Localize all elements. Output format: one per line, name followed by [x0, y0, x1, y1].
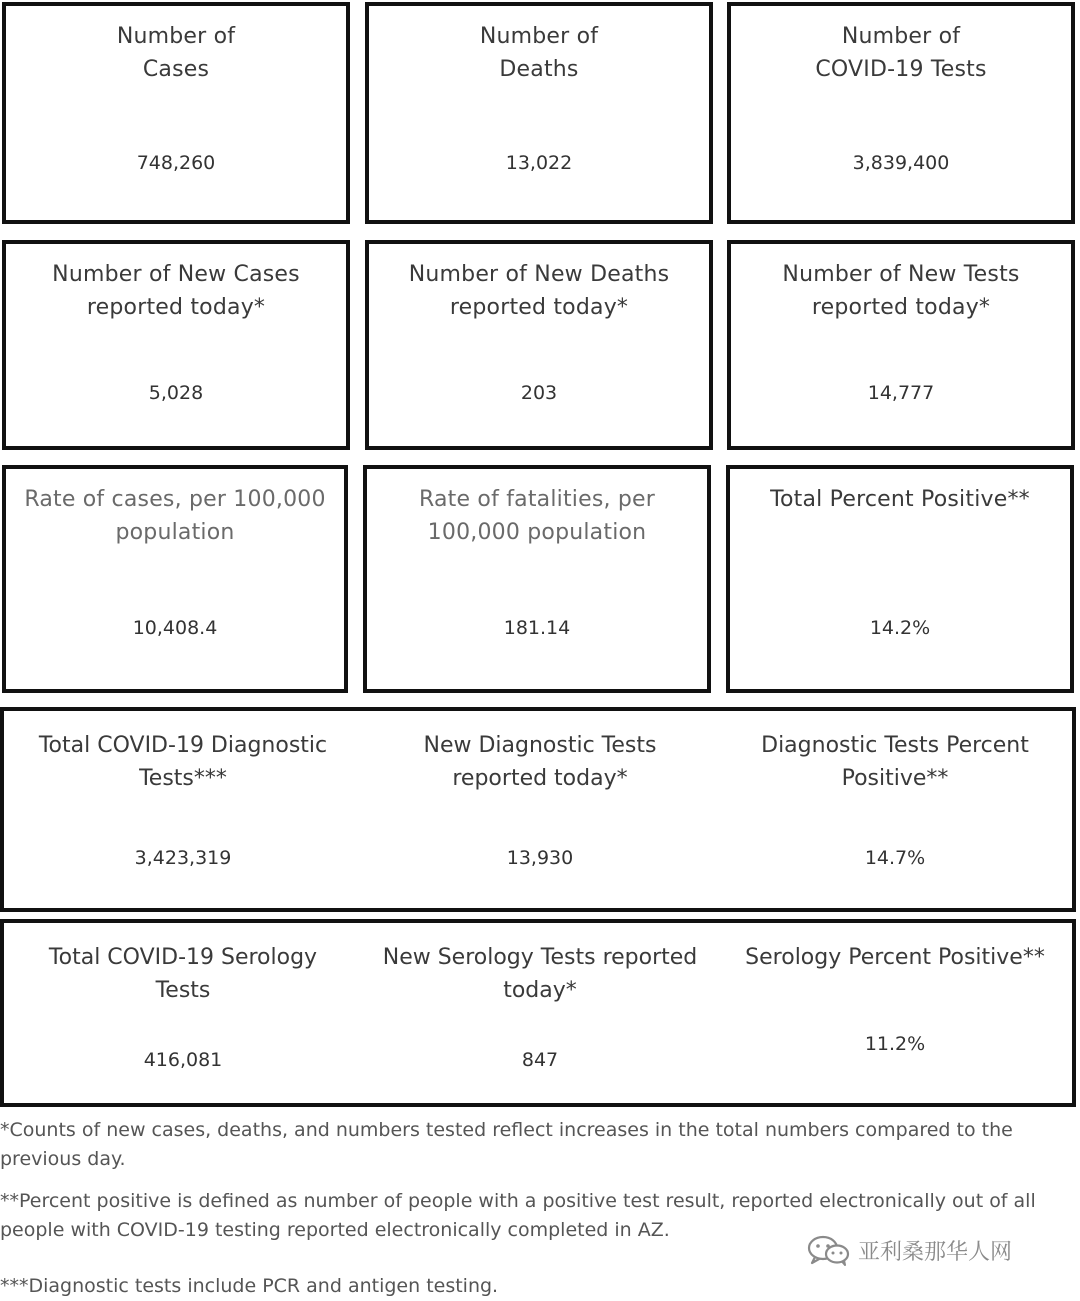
diagnostic-percent-column: [718, 711, 1072, 908]
footnote-percent-positive: **Percent positive is defined as number of people with a positive test result, reported electronically out of all people with COVID-19 testing reported electronically completed in AZ.: [0, 1190, 1036, 1241]
serology-percent-label: Serology Percent Positive**: [745, 945, 1045, 970]
card-rate-of-fatalities: [363, 465, 711, 693]
card-label: Number of New Cases reported today*: [52, 262, 300, 320]
card-label: Number of COVID-19 Tests: [815, 24, 987, 82]
serology-new-label: New Serology Tests reported today*: [382, 945, 698, 1003]
card-label: Rate of cases, per 100,000 population: [24, 487, 326, 545]
card-label: Total Percent Positive**: [770, 487, 1030, 512]
serology-percent-value: 11.2%: [864, 1033, 926, 1055]
card-number-of-tests: [727, 2, 1075, 224]
watermark: [806, 1232, 1012, 1268]
card-label: Rate of fatalities, per 100,000 population: [418, 487, 656, 545]
card-value: 13,022: [505, 152, 573, 174]
wechat-icon: [806, 1234, 852, 1266]
diagnostic-tests-panel: [0, 707, 1076, 912]
card-number-of-deaths: [365, 2, 713, 224]
diagnostic-percent-label: Diagnostic Tests Percent Positive**: [761, 733, 1029, 791]
footnote-diagnostic-tests: ***Diagnostic tests include PCR and antigen testing.: [0, 1275, 499, 1297]
card-number-of-cases: [2, 2, 350, 224]
card-label: Number of Cases: [116, 24, 236, 82]
card-value: 5,028: [148, 382, 204, 404]
serology-percent-column: [718, 923, 1072, 1103]
diagnostic-total-column: [4, 711, 362, 908]
footnote-new-counts: *Counts of new cases, deaths, and numbers tested reflect increases in the total numbers compared to the previous day.: [0, 1119, 1013, 1170]
serology-new-value: 847: [521, 1049, 559, 1071]
card-rate-of-cases: [2, 465, 348, 693]
serology-total-label: Total COVID-19 Serology Tests: [48, 945, 318, 1003]
serology-total-column: [4, 923, 362, 1103]
serology-new-column: [362, 923, 718, 1103]
serology-tests-panel: [0, 919, 1076, 1107]
serology-total-value: 416,081: [143, 1049, 223, 1071]
watermark-text: 亚利桑那华人网: [858, 1239, 1013, 1265]
card-new-deaths: [365, 240, 713, 450]
diagnostic-total-value: 3,423,319: [134, 847, 232, 869]
diagnostic-new-label: New Diagnostic Tests reported today*: [423, 733, 657, 791]
card-label: Number of New Deaths reported today*: [408, 262, 670, 320]
card-value: 10,408.4: [132, 617, 218, 639]
card-value: 14,777: [867, 382, 935, 404]
diagnostic-total-label: Total COVID-19 Diagnostic Tests***: [38, 733, 328, 791]
card-new-cases: [2, 240, 350, 450]
card-value: 748,260: [136, 152, 216, 174]
card-label: Number of Deaths: [479, 24, 599, 82]
diagnostic-new-column: [362, 711, 718, 908]
card-value: 14.2%: [869, 617, 931, 639]
card-label: Number of New Tests reported today*: [782, 262, 1020, 320]
card-value: 203: [520, 382, 558, 404]
diagnostic-percent-value: 14.7%: [864, 847, 926, 869]
card-value: 181.14: [503, 617, 571, 639]
card-value: 3,839,400: [852, 152, 950, 174]
card-total-percent-positive: [726, 465, 1074, 693]
diagnostic-new-value: 13,930: [506, 847, 574, 869]
card-new-tests: [727, 240, 1075, 450]
